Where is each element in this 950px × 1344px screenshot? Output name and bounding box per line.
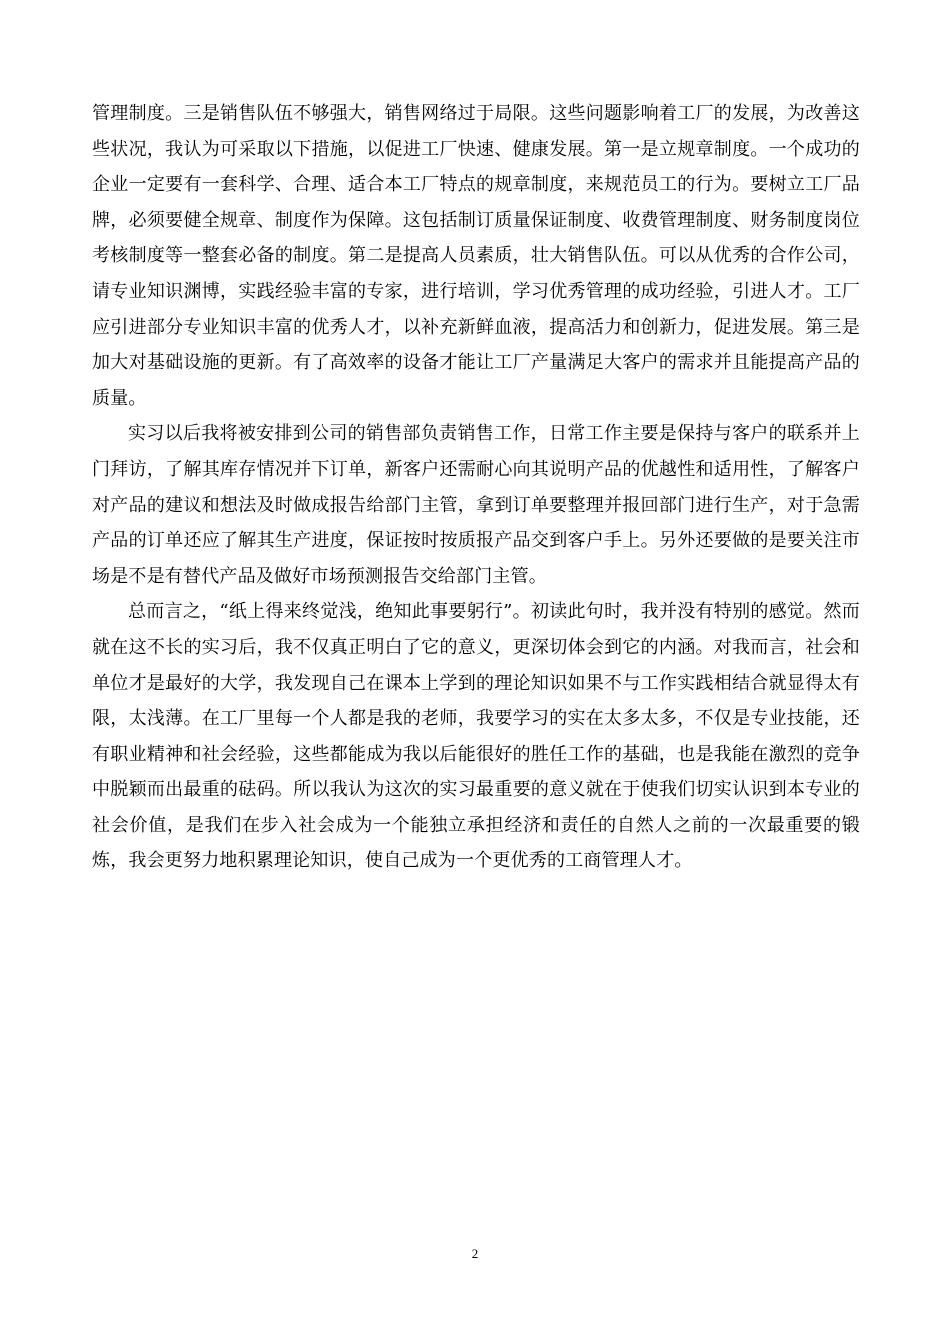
document-body [92, 96, 860, 879]
page-number: 2 [471, 1246, 479, 1261]
paragraph-1: 管理制度。三是销售队伍不够强大，销售网络过于局限。这些问题影响着工厂的发展，为改善这些状况，我认为可采取以下措施，以促进工厂快速、健康发展。第一是立规章制度。一个成功的企业一定要有一套科学、合理、适合本工厂特点的规章制度，来规范员工的行为。要树立工厂品牌，必须要健全规章、制度作为保障。这包括制订质量保证制度、收费管理制度、财务制度岗位考核制度等一整套必备的制度。第二是提高人员素质，壮大销售队伍。可以从优秀的合作公司，请专业知识渊博，实践经验丰富的专家，进行培训，学习优秀管理的成功经验，引进人才。工厂应引进部分专业知识丰富的优秀人才，以补充新鲜血液，提高活力和创新力，促进发展。第三是加大对基础设施的更新。有了高效率的设备才能让工厂产量满足大客户的需求并且能提高产品的质量。 [92, 103, 860, 409]
paragraph-3: 总而言之，“纸上得来终觉浅，绝知此事要躬行”。初读此句时，我并没有特别的感觉。然而就在这不长的实习后，我不仅真正明白了它的意义，更深切体会到它的内涵。对我而言，社会和单位才是最好的大学，我发现自己在课本上学到的理论知识如果不与工作实践相结合就显得太有限，太浅薄。在工厂里每一个人都是我的老师，我要学习的实在太多太多，不仅是专业技能，还有职业精神和社会经验，这些都能成为我以后能很好的胜任工作的基础，也是我能在激烈的竞争中脱颖而出最重的砝码。所以我认为这次的实习最重要的意义就在于使我们切实认识到本专业的社会价值，是我们在步入社会成为一个能独立承担经济和责任的自然人之前的一次最重要的锻炼，我会更努力地积累理论知识，使自己成为一个更优秀的工商管理人才。 [92, 601, 860, 872]
paragraph-2: 实习以后我将被安排到公司的销售部负责销售工作，日常工作主要是保持与客户的联系并上门拜访，了解其库存情况并下订单，新客户还需耐心向其说明产品的优越性和适用性，了解客户对产品的建议和想法及时做成报告给部门主管，拿到订单要整理并报回部门进行生产，对于急需产品的订单还应了解其生产进度，保证按时按质报产品交到客户手上。另外还要做的是要关注市场是不是有替代产品及做好市场预测报告交给部门主管。 [92, 423, 860, 587]
